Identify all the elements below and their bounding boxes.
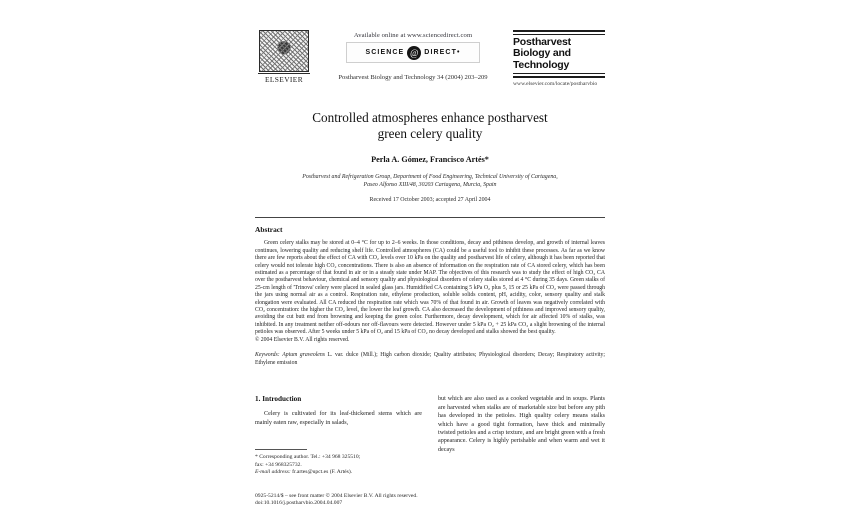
page-footer — [255, 493, 605, 508]
elsevier-tree-icon — [259, 30, 309, 72]
doi-line: doi:10.1016/j.postharvbio.2004.04.007 — [255, 500, 343, 507]
column-left — [255, 395, 422, 476]
journal-url: www.elsevier.com/locate/postharvbio — [513, 81, 598, 88]
journal-name-line3: Technology — [513, 58, 570, 71]
intro-paragraph-right: but which are also used as a cooked vegetable and in soups. Plants are harvested when stalks are of marketable size but before any pith has developed in the petioles. High quality celery means stalks which have a good tight formation, have thick and minimally twisted petioles and a crisp texture, and are bright green with a fresh appearance. Celery is highly perishable and when warm and wet it decays — [438, 396, 605, 453]
journal-rule-top — [513, 30, 605, 35]
abstract-divider — [255, 217, 605, 218]
footnote-block — [255, 449, 422, 476]
footnote-divider — [255, 449, 307, 450]
keywords-species: Apium graveolens — [282, 352, 325, 359]
keywords-list: L. var. dulce (Mill.); High carbon dioxide; Quality attributes; Physiological disorders; Decay; Respiratory activity; Ethylene emission — [255, 352, 605, 366]
title-block — [255, 110, 605, 203]
page-title — [255, 110, 605, 142]
section-heading-introduction: 1. Introduction — [255, 395, 302, 404]
masthead — [255, 30, 605, 92]
page-title-line1: Controlled atmospheres enhance postharvest — [312, 110, 548, 125]
sciencedirect-block — [328, 30, 498, 81]
elsevier-logo — [255, 30, 313, 84]
body-columns — [255, 395, 605, 476]
elsevier-wordmark: ELSEVIER — [258, 73, 310, 84]
email-label: E-mail address: — [255, 468, 291, 475]
sciencedirect-science-label: SCIENCE — [365, 49, 405, 56]
journal-name — [513, 37, 605, 71]
sciencedirect-logo — [346, 42, 480, 63]
paper-sheet — [255, 30, 605, 508]
sciencedirect-direct-label: DIRECT• — [424, 49, 461, 56]
keywords-label: Keywords: — [255, 352, 280, 359]
column-right — [438, 395, 605, 476]
corresponding-author-note: * Corresponding author. Tel.: +34 968 325510; — [255, 454, 361, 461]
fax-note: fax: +34 968325732. — [255, 461, 302, 468]
journal-name-line2: Biology and — [513, 47, 571, 60]
journal-rule-bottom — [513, 73, 605, 78]
journal-name-line1: Postharvest — [513, 36, 571, 48]
email-address[interactable]: fr.artes@upct.es (F. Artés). — [292, 468, 353, 475]
at-symbol-icon: @ — [407, 46, 421, 60]
abstract-heading: Abstract — [255, 225, 283, 235]
issn-copyright-line: 0925-5214/$ – see front matter © 2004 Elsevier B.V. All rights reserved. — [255, 492, 418, 499]
affiliation — [255, 173, 605, 189]
affiliation-line1: Postharvest and Refrigeration Group, Department of Food Engineering, Technical University of Cartagena, — [302, 174, 558, 180]
journal-logo-box — [513, 30, 605, 87]
page-title-line2: green celery quality — [377, 126, 483, 141]
keywords — [255, 352, 605, 367]
abstract-copyright: © 2004 Elsevier B.V. All rights reserved. — [255, 336, 350, 343]
received-dates: Received 17 October 2003; accepted 27 April 2004 — [369, 197, 491, 204]
journal-citation: Postharvest Biology and Technology 34 (2004) 203–209 — [338, 74, 488, 81]
author-list: Perla A. Gómez, Francisco Artés* — [371, 155, 489, 164]
abstract-text: Green celery stalks may be stored at 0–4 °C for up to 2–6 weeks. In those conditions, decay and pithiness develop, and growth of internal leaves continues, lowering quality and reducing shelf life. Controlled atmospheres (CA) could be a useful tool to inhibit these processes. As far as we know there are few reports about the effect of CA with CO₂ levels over 10 kPa on the quality and postharvest life of celery, although it has been reported that celery would not tolerate high CO₂ concentrations. There is also an absence of information on the respiration rate of CA stored celery, which has been estimated as a percentage of that found in air or in a steady state under MAP. The objectives of this research was to study the effect of high CO₂ CA over the postharvest behaviour, chemical and sensory quality and physiological disorders of celery stalks stored at 4 °C during 35 days. Green stalks of 25-cm length of 'Trinova' celery were placed in sealed glass jars. Humidified CA containing 5 kPa O₂ plus 5, 15 or 25 kPa of CO₂ were passed through the jars using normal air as a control. Respiration rate, ethylene production, soluble solids content, pH, acidity, color, sensory quality and stalk elongation were evaluated. All CA reduced the respiration rate which was 70% of that found in air. Growth of leaves was negatively correlated with CO₂ concentration: the higher the CO₂ level, the lower the leaf growth. CA also decreased the development of pithiness and improved sensory quality, avoiding the cut butt end from browning and keeping the green color. Furthermore, decay development, which for air affected 10% of stalks, was inhibited. In any treatment neither off-odours nor off-flavours were detected. However under 5 kPa O₂ + 25 kPa CO₂ a slight browning of the internal petioles was observed. After 5 weeks under 5 kPa of O₂ and 15 kPa of CO₂ no decay developed and stalks showed the best quality. — [255, 240, 605, 336]
intro-paragraph-left: Celery is cultivated for its leaf-thickened stems which are mainly eaten raw, especially in salads, — [255, 411, 422, 426]
email-note — [255, 469, 422, 476]
affiliation-line2: Paseo Alfonso XIII/48, 30203 Cartagena, Murcia, Spain — [363, 182, 497, 189]
available-online-text: Available online at www.sciencedirect.com — [353, 32, 473, 39]
